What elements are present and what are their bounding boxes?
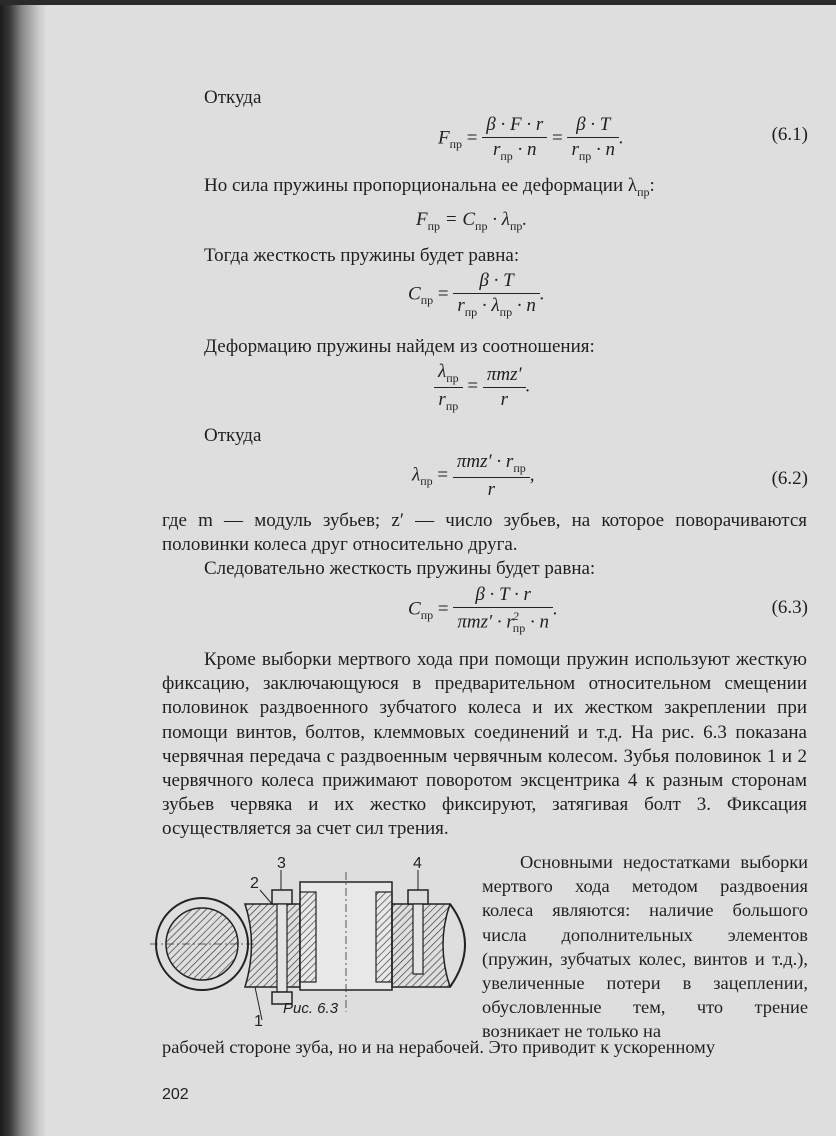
eqs-num: β · T	[453, 270, 539, 294]
paragraph-main-text: Кроме выборки мертвого хода при помощи пружин используют жесткую фиксацию, заключающуюся в предварительном относительном смещении половинок раздвоенного зубчатого колеса и их жестком закреплении при помощи винтов, болтов, клеммовых соединений и т.д. На рис. 6.3 показана червячная передача с раздвоенным червячным колесом. Зубья половинок 1 и 2 червячного колеса прижимают поворотом эксцентрика 4 к разным сторонам зубьев червяка и их жестко фиксируют, затягивая болт 3. Фиксация осуществляется за счет сил трения.	[162, 649, 807, 840]
text-spring-force-main: Но сила пружины пропорциональна ее деформации λ	[204, 175, 638, 196]
figure-label-3: 3	[277, 855, 286, 872]
eq62-num	[453, 451, 530, 478]
eq61-num-1: β · F · r	[482, 114, 547, 138]
eq61-den-2-rest: · n	[591, 139, 616, 160]
text-otkuda-2: Откуда	[204, 425, 262, 446]
eqs-den	[453, 294, 539, 320]
equation-force	[416, 209, 527, 234]
eqr-num-left	[434, 361, 463, 388]
eq61-den-2-var: r	[571, 139, 579, 160]
figure-label-1: 1	[254, 1013, 263, 1027]
eqs-den-b-sub: пр	[499, 304, 513, 319]
page-number: 202	[162, 1086, 189, 1103]
eq61-den-2-sub: пр	[578, 148, 592, 163]
eq63-equals: =	[437, 598, 449, 620]
eq61-fraction-1	[482, 114, 547, 164]
equation-stiffness	[408, 270, 545, 320]
eq61-lhs: F	[438, 127, 450, 149]
equation-number-6-3: (6.3)	[771, 597, 808, 618]
equation-6-3	[408, 584, 558, 636]
eqr-fraction-left	[434, 361, 463, 414]
text-spring-force	[204, 174, 655, 204]
eqf-mid-sub: пр	[509, 218, 523, 233]
eq62-lhs: λ	[412, 464, 421, 486]
eq63-den-a: πmz′ · r	[457, 611, 514, 633]
eq61-den-1	[482, 138, 547, 164]
figure-caption: Рис. 6.3	[283, 1000, 339, 1017]
eqr-num-left-var: λ	[438, 361, 447, 382]
eqs-tail: .	[539, 283, 545, 305]
eq63-tail: .	[552, 598, 558, 620]
eq63-den-b: · n	[525, 611, 549, 633]
eq62-num-sub: пр	[513, 460, 526, 475]
eq61-den-1-rest: · n	[512, 139, 537, 160]
paragraph-where: где m — модуль зубьев; z′ — число зубьев, на которое поворачиваются половинки колеса друг относительно друга.	[162, 510, 807, 556]
equation-6-1	[438, 114, 624, 164]
eq61-equals-1: =	[466, 127, 478, 149]
eqs-lhs-sub: пр	[420, 293, 434, 308]
text-last-line: рабочей стороне зуба, но и на нерабочей. Это приводит к ускоренному	[162, 1037, 716, 1057]
eq61-den-2	[567, 138, 619, 164]
eqs-den-a-sub: пр	[464, 304, 478, 319]
eq63-fraction	[453, 584, 553, 636]
eqs-den-c: · n	[512, 295, 536, 316]
eqs-fraction	[453, 270, 539, 320]
text-therefore: Следовательно жесткость пружины будет равна:	[204, 558, 596, 579]
eq61-num-2: β · T	[567, 114, 619, 138]
text-otkuda-1: Откуда	[204, 87, 262, 108]
eqf-tail: .	[522, 209, 528, 230]
eqr-den-left	[434, 388, 463, 414]
top-edge	[0, 0, 836, 5]
equation-6-2	[412, 451, 534, 501]
eq63-den-a-sup: 2	[512, 609, 519, 623]
paragraph-main	[162, 648, 807, 842]
eq61-den-1-sub: пр	[500, 148, 513, 163]
eq61-equals-2: =	[551, 127, 563, 149]
eqr-den-left-var: r	[438, 388, 446, 410]
eqs-den-a: r	[457, 295, 465, 316]
eqf-lhs-sub: пр	[427, 218, 441, 233]
equation-ratio	[434, 361, 530, 414]
equation-number-6-1: (6.1)	[771, 124, 808, 145]
eqf-lhs: F	[416, 209, 428, 230]
wheel-half-left	[245, 904, 300, 987]
eq61-den-1-var: r	[492, 139, 501, 160]
eq63-den-a-sub: пр	[512, 621, 526, 636]
eq61-tail: .	[619, 127, 624, 149]
eq62-num-main: πmz′ · r	[456, 451, 514, 472]
eqr-num-right: πmz′	[483, 364, 526, 388]
eq62-lhs-sub: пр	[420, 474, 433, 489]
text-deformation: Деформацию пружины найдем из соотношения:	[204, 336, 595, 357]
eqs-equals: =	[437, 283, 449, 305]
eccentric-4-head	[408, 890, 428, 904]
eq62-fraction	[453, 451, 530, 501]
figure-label-4: 4	[413, 855, 422, 872]
eq63-lhs: C	[408, 598, 421, 620]
eqr-den-right: r	[500, 388, 508, 410]
book-spine-shadow	[0, 0, 46, 1136]
paragraph-figure-side-text: Основными недостатками выборки мертвого хода методом раздвоения колеса являются: наличие большого числа дополнительных элементов (пружин, зубчатых колес, винтов и т.д.), увеличенные потери в зацеплении, обусловленные тем, что трение возникает не только на	[482, 852, 808, 1042]
eqf-mid: · λ	[487, 209, 510, 230]
eccentric-4-shank	[413, 904, 423, 974]
eq63-num: β · T · r	[453, 584, 553, 608]
eq62-tail: ,	[529, 464, 535, 486]
text-spring-force-tail: :	[649, 175, 655, 196]
eqs-lhs: C	[408, 283, 421, 305]
eqr-tail: .	[525, 375, 531, 397]
bolt-3-head	[272, 890, 292, 904]
eqf-rhs-sub: пр	[475, 218, 488, 233]
eqr-num-left-sub: пр	[446, 370, 459, 385]
eqf-rhs: = C	[440, 209, 476, 230]
eq63-lhs-sub: пр	[420, 608, 434, 623]
eq63-den	[453, 608, 553, 636]
eqr-equals: =	[467, 375, 479, 397]
eq62-den: r	[487, 478, 495, 500]
eqs-den-b: · λ	[477, 295, 500, 316]
eqr-den-left-sub: пр	[445, 398, 459, 413]
eq62-equals: =	[437, 464, 449, 486]
bolt-3-shank	[277, 904, 287, 992]
eqr-fraction-right	[483, 364, 526, 411]
text-spring-force-sub: пр	[637, 184, 650, 199]
eq61-lhs-sub: пр	[449, 137, 463, 152]
paragraph-figure-side	[482, 850, 808, 1044]
figure-label-2: 2	[250, 875, 259, 892]
eq61-fraction-2	[567, 114, 619, 164]
equation-number-6-2: (6.2)	[771, 468, 808, 489]
text-stiffness: Тогда жесткость пружины будет равна:	[204, 245, 520, 266]
